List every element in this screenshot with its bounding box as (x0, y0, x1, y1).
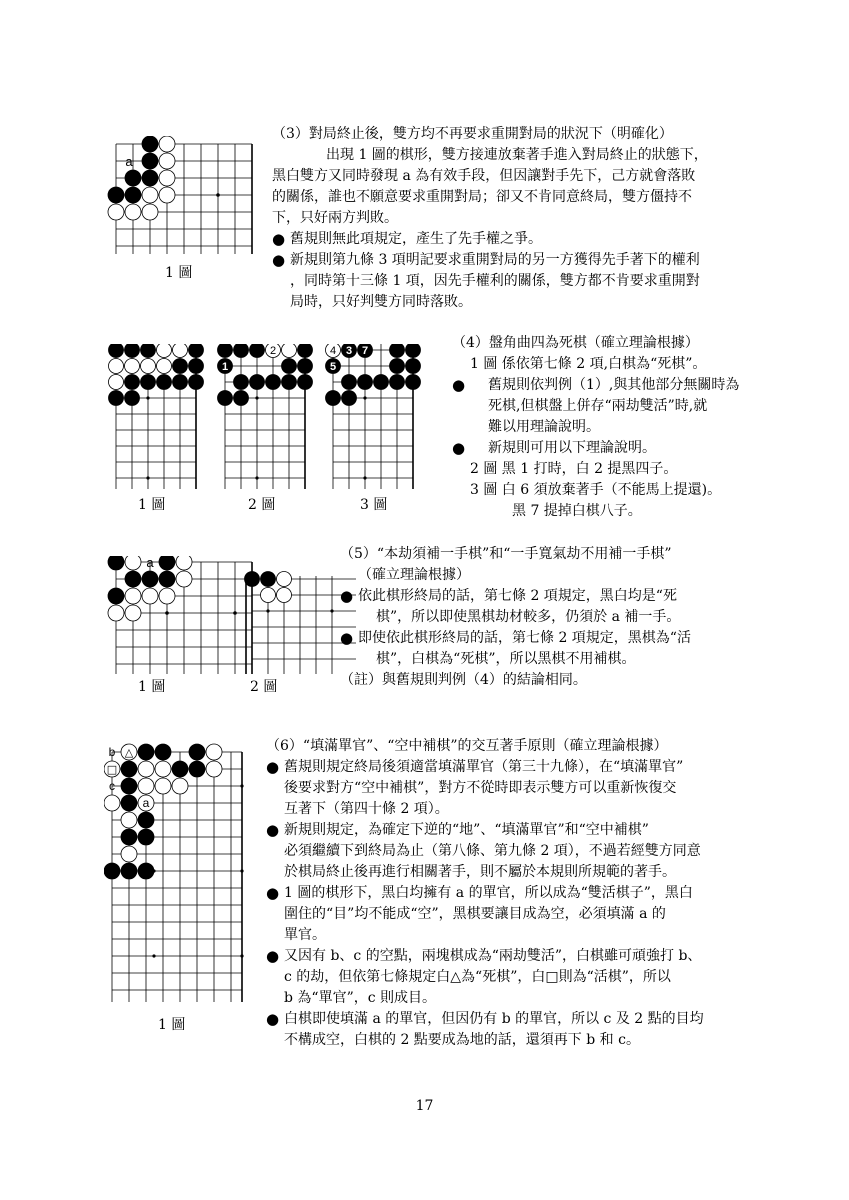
go-board-s4-fig1 (104, 344, 204, 489)
bullet-item: ● 即使依此棋形終局的話，第七條 2 項規定，黑棋為“活 棋”，白棋為“死棋”，所以黑棋不用補棋。 (340, 629, 691, 667)
note: （註）與舊規則判例（4）的結論相同。 (340, 672, 587, 688)
bullet-item: ● 新規則第九條 3 項明記要求重開對局的另一方獲得先手著下的權利 ，同時第十三條 1 項，因先手權利的關係，雙方都不肯要求重開對 局時，只好判雙方同時落敗。 (272, 251, 700, 310)
section-3-text (272, 124, 772, 313)
bullet-item: ● 舊規則無此項規定，產生了先手權之爭。 (272, 230, 542, 248)
bullet-item: ● 又因有 b、c 的空點，兩塊棋成為“兩劫雙活”，白棋雖可頑強打 b、 c 的劫，但依第七條規定白△為“死棋”，白□則為“活棋”，所以 b 為“單官”，c 則成目。 (266, 947, 702, 1006)
move-number-4: 4 (329, 345, 337, 357)
move-number-2: 2 (269, 345, 277, 357)
paragraph-line: 的關係，誰也不願意要求重開對局；卻又不肯同意終局，雙方僵持不 (272, 189, 692, 205)
bullet-icon: ● (266, 821, 280, 839)
bullet-item: ● 新規則規定，為確定下逆的“地”、“填滿單官”和“空中補棋” 必須繼續下到終局為止（第八條、第九條 2 項），不過若經雙方同意 於棋局終止後再進行相關著手，則不屬於本規則所規範的著手。 (266, 821, 701, 880)
paragraph-line: 黑白雙方又同時發現 a 為有效手段，但因讓對手先下，己方就會落敗 (272, 168, 696, 184)
label-a: a (125, 154, 133, 169)
bullet-icon: ● (452, 439, 466, 457)
bullet-item: ● 依此棋形終局的話，第七條 2 項規定，黑白均是“死 棋”，所以即使黑棋劫材較多，仍須於 a 補一手。 (340, 587, 681, 625)
go-board-s4-fig3 (321, 344, 421, 489)
figure-caption: 1 圖 (138, 497, 166, 513)
triangle-mark: △ (124, 746, 134, 759)
bullet-icon: ● (340, 587, 354, 605)
page-number: 17 (415, 1098, 434, 1114)
move-number-5: 5 (329, 361, 337, 373)
move-number-1: 1 (221, 361, 229, 373)
paragraph-line: 2 圖 黑 1 打時，白 2 提黑四子。 (470, 461, 678, 477)
bullet-icon: ● (266, 758, 280, 776)
paragraph-line: 1 圖 係依第七條 2 項,白棋為“死棋”。 (470, 356, 707, 372)
paragraph-line: 3 圖 白 6 須放棄著手（不能馬上提還)。 (470, 482, 722, 498)
section-title: （3）對局終止後，雙方均不再要求重開對局的狀況下（明確化） (272, 126, 673, 142)
bullet-icon: ● (452, 376, 466, 394)
square-mark: □ (106, 763, 118, 776)
figure-caption: 3 圖 (360, 497, 388, 513)
bullet-item: ● 舊規則規定終局後須適當填滿單官（第三十九條），在“填滿單官” 後要求對方“空中補棋”，對方不從時即表示雙方可以重新恢復交 互著下（第四十條 2 項）。 (266, 758, 684, 817)
section-title: （6）“填滿單官”、“空中補棋”的交互著手原則（確立理論根據） (266, 738, 668, 754)
bullet-item: ● 舊規則依判例（1）,與其他部分無關時為 死棋,但棋盤上併存“兩劫雙活”時,就 難以用理論說明。 (452, 376, 740, 435)
section-title: （4）盤角曲四為死棋（確立理論根據） (452, 335, 699, 351)
section-title: （5）“本劫須補一手棋”和“一手寬氣劫不用補一手棋” (340, 546, 672, 562)
bullet-icon: ● (340, 629, 354, 647)
figure-caption: 2 圖 (248, 497, 276, 513)
bullet-icon: ● (272, 230, 286, 248)
paragraph-line: 下，只好兩方判敗。 (272, 210, 398, 226)
move-number-3: 3 (345, 345, 353, 357)
bullet-icon: ● (266, 884, 280, 902)
section-4-text (452, 333, 772, 522)
section-title-cont: （確立理論根據） (358, 567, 470, 583)
bullet-item: ● 新規則可用以下理論說明。 (452, 439, 656, 457)
bullet-item: ● 白棋即使填滿 a 的單官，但因仍有 b 的單官，所以 c 及 2 點的目均 不構成空，白棋的 2 點要成為地的話，還須再下 b 和 c。 (266, 1010, 704, 1048)
go-board-s5-fig1 (104, 556, 254, 674)
figure-caption: 2 圖 (250, 679, 278, 695)
move-number-7: 7 (361, 345, 369, 357)
label-a: a (142, 796, 150, 810)
bullet-icon: ● (272, 251, 286, 269)
paragraph-line: 出現 1 圖的棋形，雙方接連放棄著手進入對局終止的狀態下， (326, 147, 708, 163)
label-b: b (108, 745, 116, 759)
figure-caption: 1 圖 (165, 265, 193, 281)
bullet-icon: ● (266, 1010, 280, 1028)
label-a: a (146, 556, 154, 570)
figure-caption: 1 圖 (138, 679, 166, 695)
go-board-s4-fig2 (213, 344, 313, 489)
figure-caption: 1 圖 (158, 1017, 186, 1033)
go-board-s6-fig1 (104, 740, 254, 1010)
paragraph-line: 黑 7 提掉白棋八子。 (512, 503, 642, 519)
bullet-icon: ● (266, 947, 280, 965)
section-6-text (266, 736, 786, 1051)
label-c: c (109, 779, 115, 793)
section-5-text (340, 544, 770, 691)
go-board-s3-fig1 (104, 136, 254, 254)
bullet-item: ● 1 圖的棋形下，黑白均擁有 a 的單官，所以成為“雙活棋子”，黑白 圍住的“目”均不能成“空”，黑棋要讓目成為空，必須填滿 a 的 單官。 (266, 884, 693, 943)
